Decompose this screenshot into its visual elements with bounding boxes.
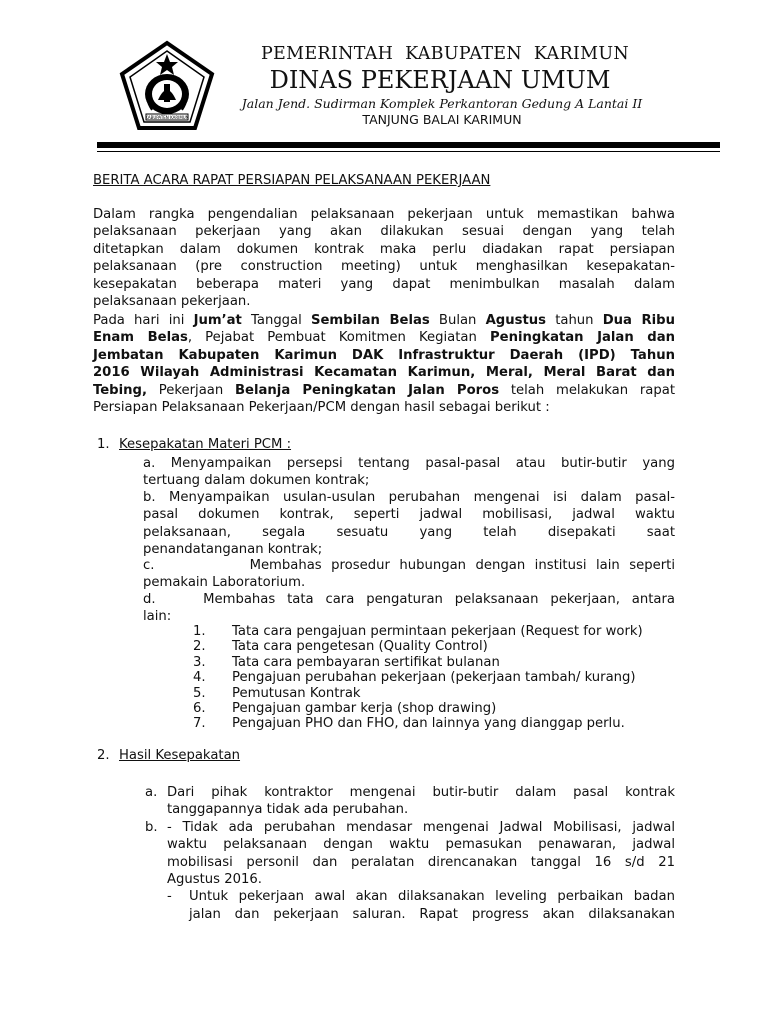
section-2-item-b: b. - Tidak ada perubahan mendasar mengenai Jadwal Mobilisasi, jadwal waktu pelaksanaan dengan waktu pemasukan penawaran, jadwal mobilisasi personil dan peralatan direncanakan tanggal 16 s/d 21 Agustus 2016. — [145, 819, 675, 888]
section-2-heading: 2. Hasil Kesepakatan — [97, 748, 241, 763]
list-item: 3. Tata cara pembayaran sertifikat bulanan — [193, 654, 500, 670]
letterhead-rule-thick — [97, 142, 720, 148]
meeting-line: Jembatan Kabupaten Karimun DAK Infrastruktur Daerah (IPD) Tahun — [93, 347, 675, 363]
intro-line: pelaksanaan (pre construction meeting) untuk menghasilkan kesepakatan- — [93, 259, 675, 275]
intro-line: pelaksanaan pekerjaan. — [93, 294, 251, 310]
meeting-paragraph — [93, 312, 675, 416]
svg-text:KABUPATEN KARIMUN: KABUPATEN KARIMUN — [145, 115, 189, 120]
agency-city: TANJUNG BALAI KARIMUN — [362, 112, 522, 127]
meeting-line: Enam Belas, Pejabat Pembuat Komitmen Kegiatan Peningkatan Jalan dan — [93, 330, 675, 346]
list-item: 1. Tata cara pengajuan permintaan pekerjaan (Request for work) — [193, 624, 643, 639]
section-1-item-b: b. Menyampaikan usulan-usulan perubahan mengenai isi dalam pasal- pasal dokumen kontrak, seperti jadwal mobilisasi, jadwal waktu pelaksanaan, segala sesuatu yang telah disepakati saat penandatanganan kontrak; — [143, 490, 675, 558]
section-1-item-c: c. Membahas prosedur hubungan dengan institusi lain seperti pemakain Laboratorium. — [143, 558, 675, 591]
intro-line: pelaksanaan pekerjaan yang akan dilakukan sesuai dengan yang telah — [93, 224, 675, 240]
section-1-heading: 1. Kesepakatan Materi PCM : — [97, 437, 292, 452]
meeting-line: 2016 Wilayah Administrasi Kecamatan Karimun, Meral, Meral Barat dan — [93, 365, 675, 381]
document-title: BERITA ACARA RAPAT PERSIAPAN PELAKSANAAN PEKERJAAN — [93, 173, 491, 188]
section-2-item-a: a. Dari pihak kontraktor mengenai butir-butir dalam pasal kontrak tanggapannya tidak ada perubahan. — [145, 785, 675, 818]
letterhead-rule-thin — [97, 151, 720, 152]
intro-line: Dalam rangka pengendalian pelaksanaan pekerjaan untuk memastikan bahwa — [93, 207, 675, 222]
list-item: 5. Pemutusan Kontrak — [193, 685, 361, 701]
section-1-item-a: a. Menyampaikan persepsi tentang pasal-pasal atau butir-butir yang tertuang dalam dokumen kontrak; — [143, 456, 675, 489]
agency-name: DINAS PEKERJAAN UMUM — [269, 66, 611, 94]
meeting-line: Persiapan Pelaksanaan Pekerjaan/PCM dengan hasil sebagai berikut : — [93, 400, 550, 416]
list-item: 4. Pengajuan perubahan pekerjaan (pekerjaan tambah/ kurang) — [193, 670, 636, 686]
regency-emblem-logo — [118, 40, 216, 132]
section-2-sub-item: - Untuk pekerjaan awal akan dilaksanakan leveling perbaikan badan jalan dan pekerjaan saluran. Rapat progress akan dilaksanakan — [167, 889, 675, 922]
list-item: 2. Tata cara pengetesan (Quality Control) — [193, 639, 488, 655]
intro-line: kesepakatan beberapa materi yang dapat menimbulkan masalah dalam — [93, 276, 675, 292]
intro-line: ditetapkan dalam dokumen kontrak maka perlu diadakan rapat persiapan — [93, 241, 675, 257]
section-1-item-d: d. Membahas tata cara pengaturan pelaksanaan pekerjaan, antara lain: — [143, 592, 675, 625]
section-2-items — [145, 784, 675, 923]
government-name: PEMERINTAH KABUPATEN KARIMUN — [260, 44, 630, 64]
procedure-list — [193, 624, 683, 732]
list-item: 7. Pengajuan PHO dan FHO, dan lainnya yang dianggap perlu. — [193, 716, 625, 732]
meeting-line: Pada hari ini Jum’at Tanggal Sembilan Belas Bulan Agustus tahun Dua Ribu — [93, 313, 675, 328]
intro-paragraph — [93, 206, 675, 310]
agency-address: Jalan Jend. Sudirman Komplek Perkantoran Gedung A Lantai II — [241, 96, 643, 111]
meeting-line: Tebing, Pekerjaan Belanja Peningkatan Jalan Poros telah melakukan rapat — [93, 382, 675, 398]
list-item: 6. Pengajuan gambar kerja (shop drawing) — [193, 701, 497, 717]
